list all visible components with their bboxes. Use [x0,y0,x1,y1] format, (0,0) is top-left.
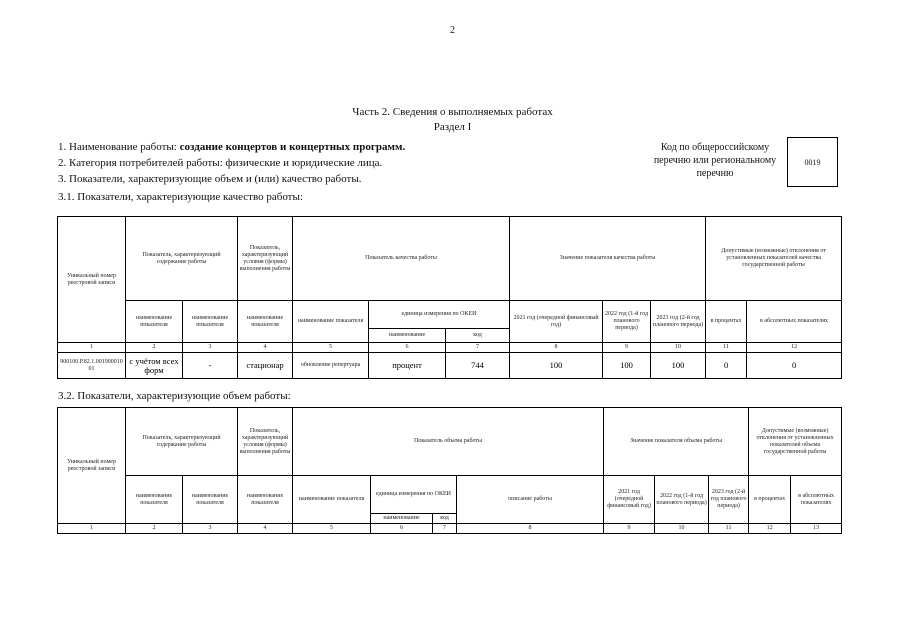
header-unit-name: наименование [369,329,446,343]
header-quality-indicator: Показатель качества работы [293,217,510,301]
column-number: 10 [651,343,706,353]
column-number: 10 [655,524,709,534]
value-2022-cell: 100 [603,353,651,379]
value-2023-cell: 100 [651,353,706,379]
code-label-line3: перечню [696,168,734,179]
header-year-2021: 2021 год (очередной финансовый год) [510,301,603,343]
header-year-2023: 2023 год (2-й год планового периода) [709,476,749,524]
header-absolute: в абсолютных показателях [791,476,842,524]
column-number: 12 [749,524,791,534]
indicator-name-cell: обновление репертуара [293,353,369,379]
code-label-line2: перечню или региональному [653,155,777,166]
header-content-indicator: Показатель, характеризующий содержание работы [126,408,238,476]
deviation-percent-cell: 0 [706,353,747,379]
column-number: 8 [510,343,603,353]
registry-code-cell: 900100.Р.82.1.00190001001 [58,353,126,379]
column-number: 3 [183,524,238,534]
header-quality-values: Значение показателя качества работы [510,217,706,301]
header-year-2021: 2021 год (очередной финансовый год) [604,476,655,524]
header-year-2023: 2023 год (2-й год планового периода) [651,301,706,343]
header-conditions-indicator: Показатель, характеризующий условия (формы) выполнения работы [238,217,293,301]
column-number: 2 [126,524,183,534]
volume-table [57,407,842,534]
header-year-2022: 2022 год (1-й год планового периода) [603,301,651,343]
header-percent: в процентах [749,476,791,524]
header-unit-name: наименование [371,514,433,524]
header-allowed-deviation: Допустимые (возможные) отклонения от установленных показателей качества государственной работы [706,217,842,301]
header-indicator-name: наименование показателя [293,301,369,343]
quality-indicators-heading: 3.1. Показатели, характеризующие качество работы: [58,191,303,203]
column-number: 9 [604,524,655,534]
column-number: 1 [58,343,126,353]
header-unique-number: Уникальный номер реестровой записи [58,217,126,343]
header-conditions-indicator: Показатель, характеризующий условия (формы) выполнения работы [238,408,293,476]
indicators-line: 3. Показатели, характеризующие объем и (или) качество работы. [58,173,362,185]
column-number: 3 [183,343,238,353]
column-number: 11 [709,524,749,534]
unit-code-cell: 744 [446,353,510,379]
header-unit-okei: единица измерения по ОКЕИ [371,476,457,514]
header-year-2022: 2022 год (1-й год планового периода) [655,476,709,524]
header-indicator-name: наименование показателя [126,301,183,343]
header-indicator-name: наименование показателя [238,476,293,524]
column-number: 12 [747,343,842,353]
header-content-indicator: Показатель, характеризующий содержание работы [126,217,238,301]
table-row [58,353,842,379]
work-name-label: 1. Наименование работы: [58,141,180,153]
column-number: 4 [238,343,293,353]
condition-cell: стационар [238,353,293,379]
consumer-category-line: 2. Категория потребителей работы: физические и юридические лица. [58,157,383,169]
work-name-value: создание концертов и концертных программ. [179,141,406,153]
header-unit-code: код [433,514,457,524]
column-number: 6 [369,343,446,353]
column-number: 6 [371,524,433,534]
part-title: Часть 2. Сведения о выполняемых работах [352,106,553,118]
column-number: 9 [603,343,651,353]
header-indicator-name: наименование показателя [238,301,293,343]
section-title: Раздел I [433,121,472,133]
value-2021-cell: 100 [510,353,603,379]
header-indicator-name: наименование показателя [183,476,238,524]
code-label [640,141,790,180]
header-unit-okei: единица измерения по ОКЕИ [369,301,510,329]
header-volume-indicator: Показатель объема работы [293,408,604,476]
unit-name-cell: процент [369,353,446,379]
content-cell: с учётом всех форм [126,353,183,379]
page-number: 2 [450,25,455,36]
column-number: 7 [433,524,457,534]
code-box: 0019 [787,137,838,187]
work-name-line [58,141,405,153]
column-number: 13 [791,524,842,534]
header-indicator-name: наименование показателя [126,476,183,524]
volume-indicators-heading: 3.2. Показатели, характеризующие объем работы: [58,390,291,402]
deviation-absolute-cell: 0 [747,353,842,379]
column-number: 4 [238,524,293,534]
header-volume-values: Значение показателя объема работы [604,408,749,476]
header-unique-number: Уникальный номер реестровой записи [58,408,126,524]
header-allowed-deviation: Допустимые (возможные) отклонения от установленных показателей объема государственной работы [749,408,842,476]
column-number: 1 [58,524,126,534]
header-percent: в процентах [706,301,747,343]
header-unit-code: код [446,329,510,343]
content-cell: - [183,353,238,379]
quality-table [57,216,842,379]
header-indicator-name: наименование показателя [183,301,238,343]
column-number: 2 [126,343,183,353]
header-indicator-name: наименование показателя [293,476,371,524]
column-number: 7 [446,343,510,353]
column-number: 11 [706,343,747,353]
column-number: 5 [293,343,369,353]
code-label-line1: Код по общероссийскому [660,142,770,153]
header-absolute: в абсолютных показателях [747,301,842,343]
column-number: 8 [457,524,604,534]
column-number: 5 [293,524,371,534]
header-work-description: описание работы [457,476,604,524]
